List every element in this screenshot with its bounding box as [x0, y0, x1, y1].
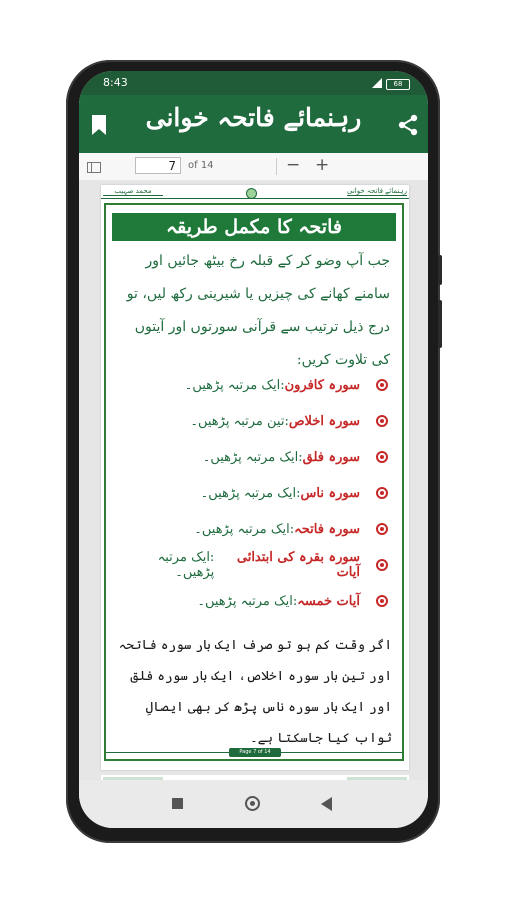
step-instruction: :ایک مرتبہ پڑھیں۔ [197, 593, 298, 609]
surah-name: سورہ اخلاص [288, 413, 360, 429]
home-button[interactable] [245, 796, 260, 811]
recitation-steps [118, 367, 388, 619]
bullet-icon [376, 415, 388, 427]
toolbar-divider [276, 158, 277, 175]
page-border-frame [104, 203, 404, 761]
list-item [118, 475, 388, 511]
bullet-icon [376, 523, 388, 535]
page-header-right: رہنمائے فاتحہ خوانی [347, 187, 407, 195]
share-icon[interactable] [396, 113, 420, 137]
pdf-viewer[interactable] [79, 180, 428, 780]
signal-icon [372, 78, 382, 88]
step-instruction: :ایک مرتبہ پڑھیں۔ [202, 449, 303, 465]
screen [79, 71, 428, 828]
list-item [118, 439, 388, 475]
list-item [118, 403, 388, 439]
battery-level: 68 [393, 80, 403, 88]
android-nav-bar [79, 780, 428, 828]
step-instruction: :ایک مرتبہ پڑھیں۔ [184, 377, 285, 393]
step-instruction: :ایک مرتبہ پڑھیں۔ [200, 485, 301, 501]
app-title: رہنمائے فاتحہ خوانی [145, 103, 362, 132]
list-item [118, 583, 388, 619]
bullet-icon [376, 595, 388, 607]
surah-name: سورہ ناس [300, 485, 360, 501]
zoom-out-button[interactable]: − [286, 155, 301, 175]
bullet-icon [376, 559, 388, 571]
list-item [118, 511, 388, 547]
closing-paragraph: اگر وقت کم ہو تو صرف ایک بار سورہ فاتحہ اور تین بار سورہ اخلاص، ایک بار سورہ فلق اور ایک بار سورہ ناس پڑھ کر بھی ایصالِ ثواب کیا جاسکتا ہے۔ [118, 638, 392, 746]
page-footer-label: Page 7 of 14 [229, 748, 281, 757]
recents-button[interactable] [172, 798, 183, 809]
battery-icon [386, 79, 410, 90]
pdf-toolbar [79, 153, 428, 181]
step-instruction: :ایک مرتبہ پڑھیں۔ [157, 550, 215, 580]
surah-name: آیات خمسہ [297, 593, 360, 609]
volume-down-button [438, 300, 442, 348]
volume-up-button [438, 255, 442, 285]
pdf-page [101, 185, 409, 770]
status-time: 8:43 [103, 76, 128, 89]
app-bar [79, 95, 428, 153]
bookmark-icon[interactable] [91, 114, 107, 136]
surah-name: سورہ بقرہ کی ابتدائی آیات [236, 550, 360, 580]
section-heading: فاتحہ کا مکمل طریقہ [112, 213, 396, 241]
step-instruction: :تین مرتبہ پڑھیں۔ [190, 413, 289, 429]
page-number-input[interactable]: 7 [135, 157, 181, 174]
surah-name: سورہ کافرون [284, 377, 360, 393]
status-bar [79, 71, 428, 95]
zoom-in-button[interactable]: + [315, 155, 330, 175]
surah-name: سورہ فلق [302, 449, 360, 465]
header-rule [101, 198, 409, 199]
list-item [118, 547, 388, 583]
step-instruction: :ایک مرتبہ پڑھیں۔ [194, 521, 295, 537]
page-total-label: of 14 [188, 160, 214, 171]
bullet-icon [376, 379, 388, 391]
bullet-icon [376, 487, 388, 499]
bullet-icon [376, 451, 388, 463]
intro-paragraph: جب آپ وضو کر کے قبلہ رخ بیٹھ جائیں اور سامنے کھانے کی چیزیں یا شیرینی رکھ لیں، تو درج ذیل ترتیب سے قرآنی سورتوں اور آیتوں کی تلاوت کریں: [126, 253, 390, 368]
back-button[interactable] [321, 797, 332, 811]
sidebar-panel-icon[interactable] [87, 162, 101, 173]
surah-name: سورہ فاتحہ [294, 521, 360, 537]
page-header-left: محمد صہیب [103, 187, 163, 196]
list-item [118, 367, 388, 403]
